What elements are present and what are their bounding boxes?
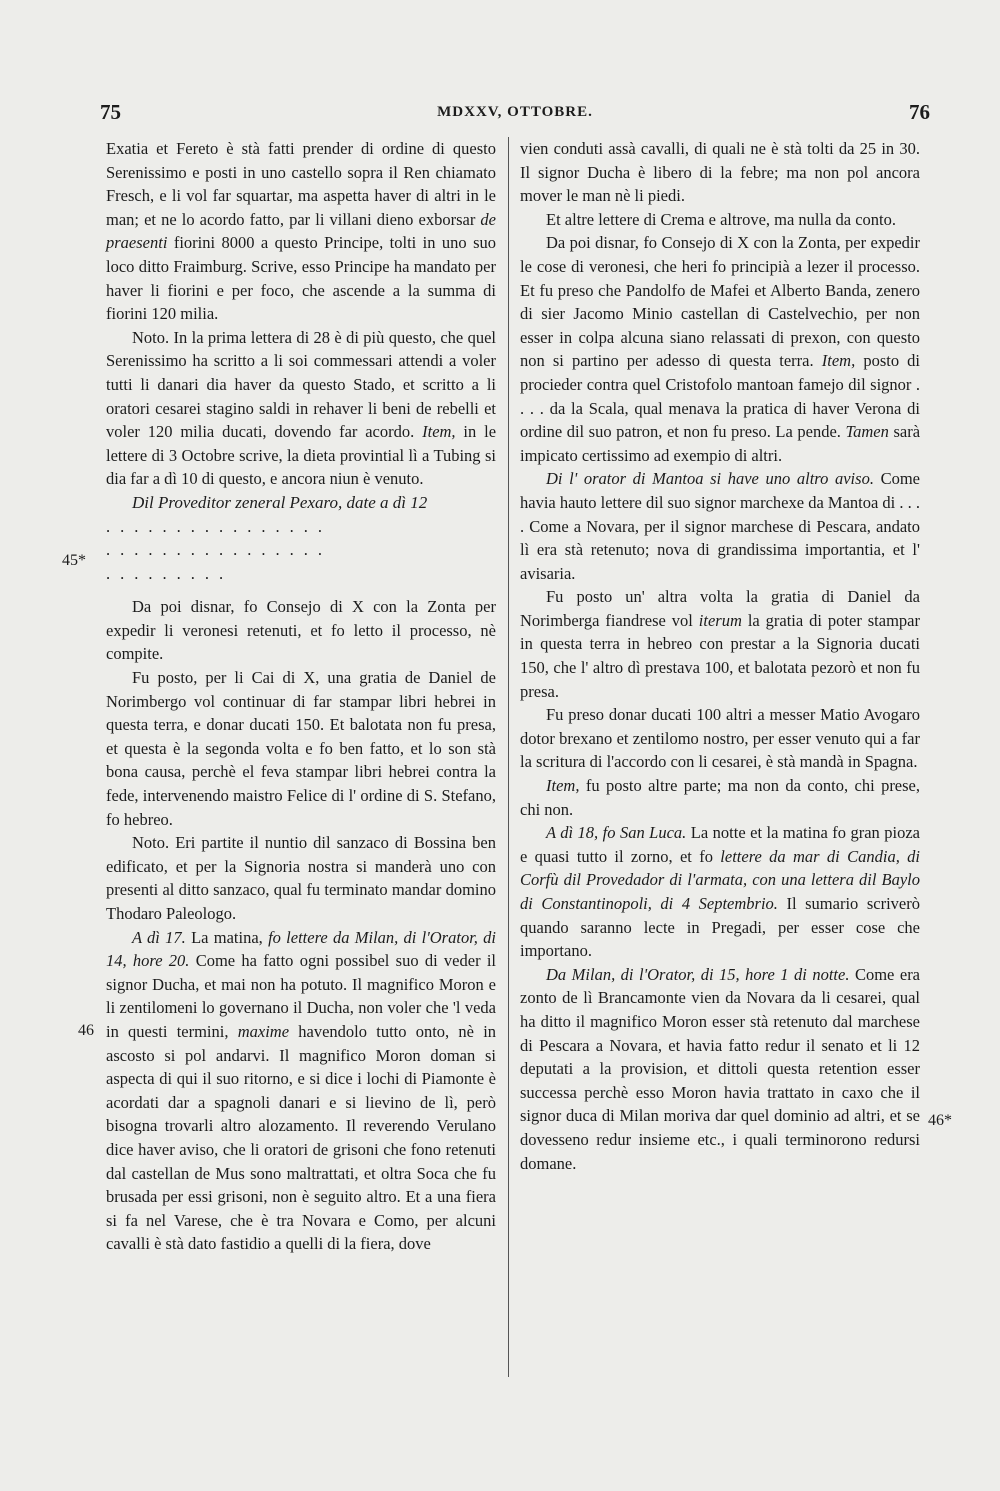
running-title: MDXXV, OTTOBRE. <box>437 104 593 120</box>
paragraph: A dì 17. La matina, fo lettere da Milan, di l'Orator, di 14, hore 20. Come ha fatto ogni possibel suo di veder il signor Ducha, et mai non ha potuto. Il magnifico Moron e li zentilomeni lo governano il Ducha, non voler che 'l veda in questi termini, maxime havendolo tutto onto, nè in ascosto si pol andarvi. Il magnifico Moron doman si aspecta di qui il suo ritorno, e si dice i lochi di Piamonte è acordati dar a spagnoli danari e si lievino de lì, però bisogna trovarli altro alozamento. Il reverendo Verulano dice haver aviso, che li oratori de grisoni che fono retenuti dal castellan de Mus sono maltrattati, et oltra Soca che fu brusada per essi grisoni, non è seguito altro. Et a una fiera si fa nel Varese, che è tra Novara e Como, per alcuni cavalli è stà dato fastidio a quelli di la fiera, dove <box>106 927 497 1254</box>
paragraph: Di l' orator di Mantoa si have uno altro aviso. Come havia hauto lettere dil suo signor marchexe da Mantoa di . . . . Come a Novara, per il signor marchese di Pescara, andato lì era stà retenuto; nova di grandissima importantia, et l' avisaria. <box>520 469 921 583</box>
paragraph: Item, fu posto altre parte; ma non da conto, chi prese, chi non. <box>520 776 921 819</box>
paragraph: Fu posto, per li Cai di X, una gratia de Daniel de Norimbergo vol continuar di far stampar libri hebrei in questa terra, e donar ducati 150. Et balotata non fu presa, et questa è la segonda volta e fo ben fatto, et lo son stà bona causa, perchè el feva stampar libri hebrei contra la fede, intervenendo maistro Felice di l' ordine di S. Stefano, fo hebreo. <box>106 668 496 829</box>
ellipsis-line: ................ <box>106 516 332 536</box>
paragraph: Exatia et Fereto è stà fatti prender di ordine di questo Serenissimo e posti in uno castello sopra il Ren chiamato Fresch, e li vol far squartar, ma aspetta haver di altri in le man; et ne lo acordo fatto, par li villani dieno exborsar de praesenti fiorini 8000 a questo Principe, tolti in uno suo loco ditto Fraimburg. Scrive, esso Principe ha mandato per haver li fiorini e per foco, che ascende a la summa di fiorini 120 milia. <box>106 139 496 324</box>
column-divider <box>508 137 509 1377</box>
margin-note-45: 45* <box>62 552 86 569</box>
paragraph: vien conduti assà cavalli, di quali ne è stà tolti da 25 in 30. Il signor Ducha è libero di la febre; ma non pol ancora mover le man nè li piedi. <box>520 139 920 206</box>
paragraph: Da Milan, di l'Orator, di 15, hore 1 di notte. Come era zonto de lì Brancamonte vien da Novara da li cesarei, qual ha ditto il magnifico Moron esser stà retenuto dal marchese di Pescara a Novara, et havia fatto redur il senato et li 12 deputati a la provision, et dittoli questa retention esser successa perchè esso Moron havia trattato in caxo che il signor duca di Milan moriva dar quel dominio ad altri, et se dovesseno redur insieme etc., i quali terminorono redursi domane. <box>520 964 921 1173</box>
paragraph: Noto. Eri partite il nuntio dil sanzaco di Bossina ben edificato, et per la Signoria nostra si manderà uno con presenti al ditto sanzaco, qual fu terminato mandar domino Thodaro Paleologo. <box>106 833 496 923</box>
margin-note-46-right: 46* <box>928 1112 952 1129</box>
page-header <box>100 100 930 130</box>
paragraph: Et altre lettere di Crema e altrove, ma nulla da conto. <box>546 209 897 229</box>
page-number-right: 76 <box>909 100 930 124</box>
page-number-left: 75 <box>100 100 121 124</box>
margin-note-46: 46 <box>78 1022 94 1039</box>
paragraph: Da poi disnar, fo Consejo di X con la Zonta per expedir li veronesi retenuti, et fo letto il processo, nè compite. <box>106 597 496 664</box>
paragraph: A dì 18, fo San Luca. La notte et la matina fo gran pioza e quasi tutto il zorno, et fo lettere da mar di Candia, di Corfù dil Provedador di l'armata, con una lettera dil Baylo di Constantinopoli, di 4 Septembrio. Il sumario scriverò quando saranno lecte in Pregadi, per esser cose che importano. <box>520 823 921 961</box>
right-column <box>520 137 920 1175</box>
paragraph: Da poi disnar, fo Consejo di X con la Zonta, per expedir le cose di veronesi, che heri fo principià a lezer il processo. Et fu preso che Pandolfo de Mafei et Alberto Banda, zenero di sier Jacomo Minio castellan di Castelvechio, per non esser in colpa alcuna siano relassati di prexon, con questo non si partino per adesso di questa terra. Item, posto di procieder contra quel Cristofolo mantoan famejo dil signor . . . . da la Scala, qual menava la pratica di haver Verona di ordine dil suo patron, et non fu preso. La pende. Tamen sarà impicato certissimo ad exempio di altri. <box>520 233 921 465</box>
paragraph: Fu preso donar ducati 100 altri a messer Matio Avogaro dotor brexano et zentilomo nostro, per esser venuto qui a far la scritura di l'accordo con li cesarei, è stà mandà in Spagna. <box>520 705 920 772</box>
section-heading: Dil Proveditor zeneral Pexaro, date a dì 12 <box>132 492 428 512</box>
left-column <box>106 137 496 1256</box>
paragraph: Noto. In la prima lettera di 28 è di più questo, che quel Serenissimo ha scritto a li soi commessari attendi a voler tutti li danari dia haver da questo Stado, et scritto a li oratori cesarei stagino saldi in rehaver li beni de rebelli et voler 120 milia ducati, dovendo far acordo. Item, in le lettere di 3 Octobre scrive, la dieta provintial lì a Tubing si dia far a dì 10 di questo, e ancora niun è venuto. <box>106 327 497 489</box>
ellipsis-line: ......... <box>106 563 234 583</box>
ellipsis-line: ................ <box>106 540 332 560</box>
paragraph: Fu posto un' altra volta la gratia di Daniel da Norimberga fiandrese vol iterum la gratia di poter stampar in questa terra in hebreo con prestar a la Signoria ducati 150, che l' altro dì prestava 100, et balotata pezorò et non fu presa. <box>520 587 920 701</box>
